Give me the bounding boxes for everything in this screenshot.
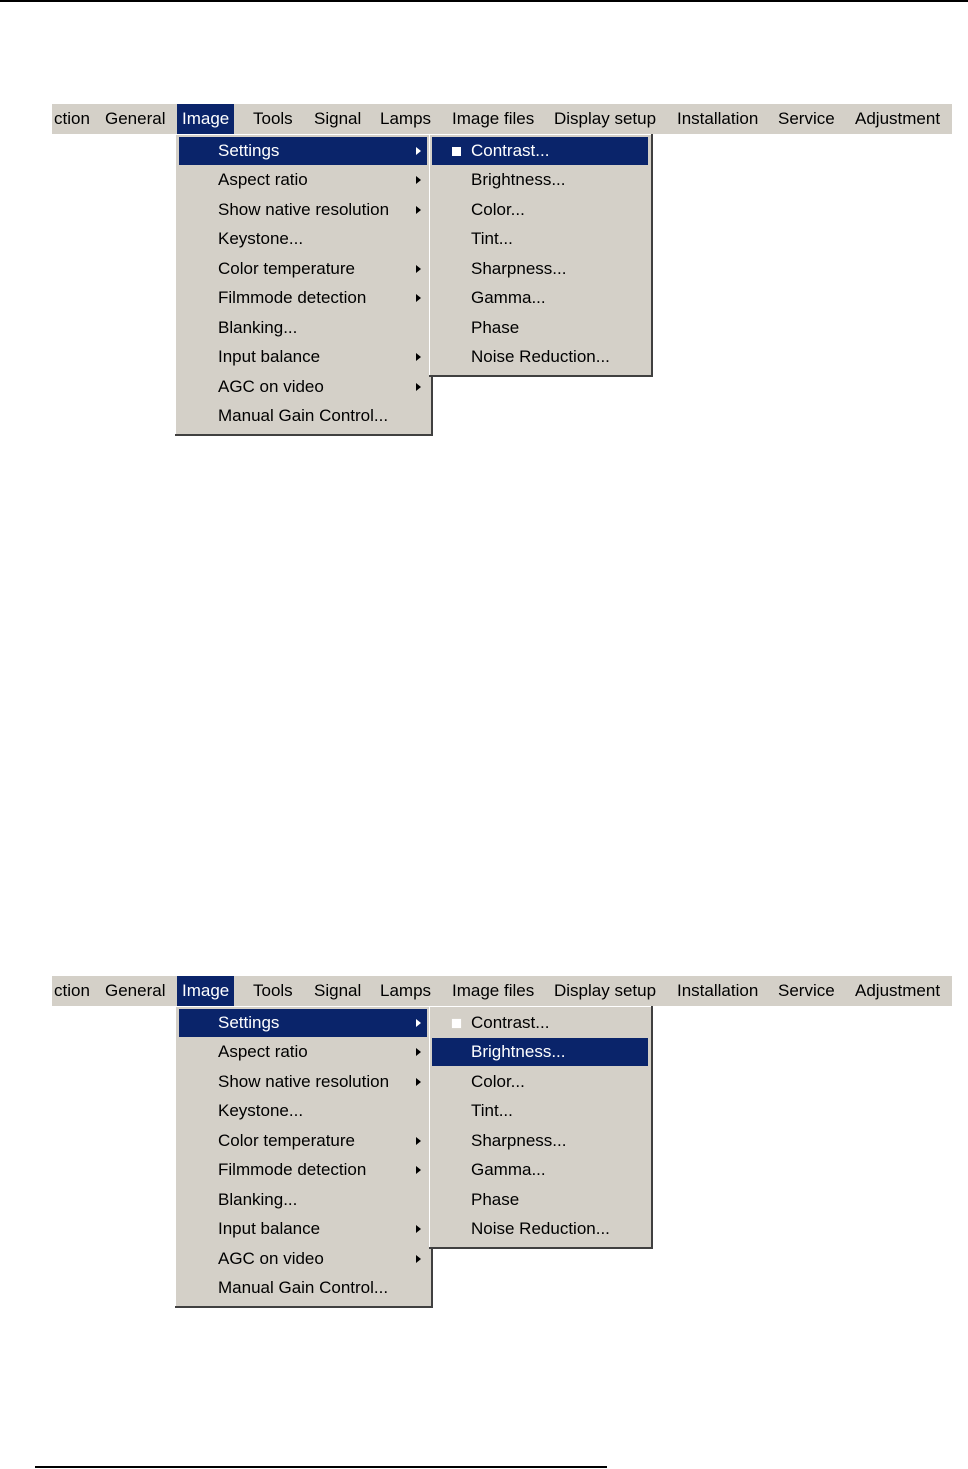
menu-item-show-native-resolution[interactable] — [179, 1068, 427, 1096]
menubar-item-service[interactable]: Service — [778, 981, 835, 1000]
menu-item-label: Keystone... — [218, 229, 304, 248]
submenu-arrow-icon — [416, 176, 421, 184]
submenu-item-color[interactable] — [432, 1068, 648, 1096]
menu-item-label: Show native resolution — [218, 200, 390, 219]
menu-item-label: Manual Gain Control... — [218, 406, 389, 425]
menu-item-aspect-ratio[interactable] — [179, 166, 427, 194]
submenu-item-gamma[interactable] — [432, 1156, 648, 1184]
submenu-item-noise-reduction[interactable] — [432, 343, 648, 371]
menu-item-blanking[interactable] — [179, 314, 427, 342]
screenshot-contrast-selected — [0, 100, 968, 440]
submenu-arrow-icon — [416, 147, 421, 155]
menubar-item-image-files[interactable]: Image files — [452, 981, 535, 1000]
submenu-arrow-icon — [416, 1166, 421, 1174]
submenu-arrow-icon — [416, 1137, 421, 1145]
submenu-item-sharpness[interactable] — [432, 255, 648, 283]
settings-submenu — [429, 1006, 653, 1249]
menu-item-blanking[interactable] — [179, 1186, 427, 1214]
menu-item-keystone[interactable] — [179, 225, 427, 253]
submenu-arrow-icon — [416, 206, 421, 214]
menubar-item-tools[interactable]: Tools — [253, 109, 293, 128]
menu-item-label: Filmmode detection — [218, 1160, 367, 1179]
screenshot-brightness-selected — [0, 972, 968, 1312]
image-menu — [175, 134, 433, 436]
menubar-item-adjustment[interactable]: Adjustment — [855, 109, 941, 128]
submenu-arrow-icon — [416, 1019, 421, 1027]
submenu-arrow-icon — [416, 1255, 421, 1263]
menu-item-label: Filmmode detection — [218, 288, 367, 307]
submenu-item-phase[interactable] — [432, 1186, 648, 1214]
menubar-item-image[interactable]: Image — [177, 976, 234, 1006]
submenu-item-label: Noise Reduction... — [471, 1219, 610, 1238]
menu-item-input-balance[interactable] — [179, 343, 427, 371]
submenu-item-label: Brightness... — [471, 1042, 566, 1061]
menu-item-filmmode-detection[interactable] — [179, 284, 427, 312]
menu-item-label: AGC on video — [218, 1249, 324, 1268]
submenu-item-tint[interactable] — [432, 225, 648, 253]
image-menu — [175, 1006, 433, 1308]
menubar-item-display-setup[interactable]: Display setup — [554, 981, 657, 1000]
menu-bar — [52, 104, 952, 134]
submenu-item-label: Color... — [471, 1072, 525, 1091]
submenu-item-label: Contrast... — [471, 1013, 550, 1032]
settings-submenu — [429, 134, 653, 377]
menu-item-agc-on-video[interactable] — [179, 373, 427, 401]
submenu-arrow-icon — [416, 265, 421, 273]
menu-item-label: Show native resolution — [218, 1072, 390, 1091]
menubar-item-installation[interactable]: Installation — [677, 981, 759, 1000]
menubar-item-image[interactable]: Image — [177, 104, 234, 134]
submenu-item-sharpness[interactable] — [432, 1127, 648, 1155]
submenu-item-label: Gamma... — [471, 1160, 546, 1179]
submenu-item-label: Color... — [471, 200, 525, 219]
menu-item-label: Color temperature — [218, 259, 356, 278]
menu-item-label: Settings — [218, 1013, 280, 1032]
submenu-item-brightness[interactable] — [432, 1038, 648, 1066]
submenu-item-label: Noise Reduction... — [471, 347, 610, 366]
submenu-item-gamma[interactable] — [432, 284, 648, 312]
menu-item-settings[interactable] — [179, 137, 427, 165]
menubar-item-lamps[interactable]: Lamps — [380, 109, 432, 128]
menu-item-label: AGC on video — [218, 377, 324, 396]
bottom-rule — [35, 1466, 607, 1468]
submenu-item-tint[interactable] — [432, 1097, 648, 1125]
checked-bullet-icon — [452, 147, 461, 156]
menu-item-label: Aspect ratio — [218, 170, 308, 189]
menubar-item-service[interactable]: Service — [778, 109, 835, 128]
submenu-item-label: Contrast... — [471, 141, 550, 160]
menu-item-label: Input balance — [218, 347, 321, 366]
menubar-item-installation[interactable]: Installation — [677, 109, 759, 128]
menu-item-label: Input balance — [218, 1219, 321, 1238]
submenu-item-label: Phase — [471, 1190, 520, 1209]
menu-item-filmmode-detection[interactable] — [179, 1156, 427, 1184]
submenu-item-label: Tint... — [471, 1101, 513, 1120]
submenu-item-noise-reduction[interactable] — [432, 1215, 648, 1243]
top-rule — [0, 0, 968, 2]
menu-item-label: Blanking... — [218, 318, 298, 337]
menu-item-aspect-ratio[interactable] — [179, 1038, 427, 1066]
menu-item-input-balance[interactable] — [179, 1215, 427, 1243]
menu-bar — [52, 976, 952, 1006]
submenu-item-phase[interactable] — [432, 314, 648, 342]
menu-item-label: Aspect ratio — [218, 1042, 308, 1061]
submenu-arrow-icon — [416, 294, 421, 302]
submenu-arrow-icon — [416, 1225, 421, 1233]
menu-item-label: Manual Gain Control... — [218, 1278, 389, 1297]
submenu-item-brightness[interactable] — [432, 166, 648, 194]
submenu-arrow-icon — [416, 1048, 421, 1056]
menubar-item-general[interactable]: General — [105, 981, 166, 1000]
menubar-item-signal[interactable]: Signal — [314, 981, 362, 1000]
submenu-item-label: Sharpness... — [471, 259, 567, 278]
menu-item-settings[interactable] — [179, 1009, 427, 1037]
menu-item-show-native-resolution[interactable] — [179, 196, 427, 224]
menubar-item-display-setup[interactable]: Display setup — [554, 109, 657, 128]
submenu-arrow-icon — [416, 1078, 421, 1086]
submenu-item-contrast[interactable] — [432, 1009, 648, 1037]
menu-item-manual-gain-control[interactable] — [179, 402, 427, 430]
menu-item-label: Color temperature — [218, 1131, 356, 1150]
submenu-arrow-icon — [416, 353, 421, 361]
menu-item-label: Blanking... — [218, 1190, 298, 1209]
menu-item-color-temperature[interactable] — [179, 1127, 427, 1155]
submenu-item-label: Tint... — [471, 229, 513, 248]
menubar-item-function[interactable]: ction — [54, 981, 90, 1000]
menubar-item-signal[interactable]: Signal — [314, 109, 362, 128]
submenu-item-label: Brightness... — [471, 170, 566, 189]
menu-item-label: Keystone... — [218, 1101, 304, 1120]
menubar-item-adjustment[interactable]: Adjustment — [855, 981, 941, 1000]
checked-bullet-icon — [452, 1019, 461, 1028]
menubar-item-function[interactable]: ction — [54, 109, 90, 128]
submenu-item-label: Phase — [471, 318, 520, 337]
menubar-item-general[interactable]: General — [105, 109, 166, 128]
menu-item-label: Settings — [218, 141, 280, 160]
menu-item-color-temperature[interactable] — [179, 255, 427, 283]
menubar-item-tools[interactable]: Tools — [253, 981, 293, 1000]
submenu-item-color[interactable] — [432, 196, 648, 224]
submenu-arrow-icon — [416, 383, 421, 391]
menubar-item-lamps[interactable]: Lamps — [380, 981, 432, 1000]
submenu-item-label: Gamma... — [471, 288, 546, 307]
menubar-item-image-files[interactable]: Image files — [452, 109, 535, 128]
menu-item-manual-gain-control[interactable] — [179, 1274, 427, 1302]
submenu-item-label: Sharpness... — [471, 1131, 567, 1150]
submenu-item-contrast[interactable] — [432, 137, 648, 165]
menu-item-keystone[interactable] — [179, 1097, 427, 1125]
menu-item-agc-on-video[interactable] — [179, 1245, 427, 1273]
